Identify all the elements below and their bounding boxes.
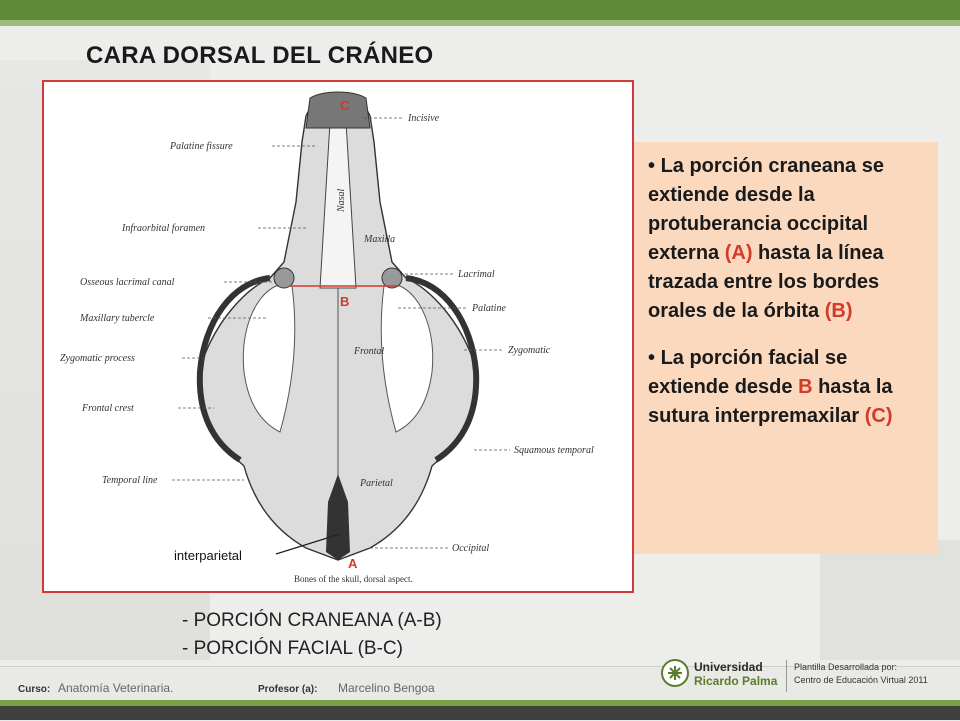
lacrimal-left [274,268,294,288]
label-maxillary-tubercle: Maxillary tubercle [80,313,155,324]
point-b-label: B [340,294,350,309]
label-temporal-line: Temporal line [102,475,158,486]
summary-item-craneana: - PORCIÓN CRANEANA (A-B) [182,610,442,631]
note-item-2-text: La porción facial se extiende desde [648,347,848,398]
label-squamous-temporal: Squamous temporal [514,445,594,456]
summary-list [182,607,442,663]
figure-caption: Bones of the skull, dorsal aspect. [294,574,413,584]
university-name-line2: Ricardo Palma [694,674,778,688]
note-item-1-b: (B) [824,300,853,322]
note-item-2-b: B [798,376,813,398]
point-c-label: C [340,98,350,113]
footer-divider [786,660,787,692]
label-frontal: Frontal [354,346,385,357]
university-logo-icon [660,658,690,688]
summary-item-facial: - PORCIÓN FACIAL (B-C) [182,638,403,659]
interparietal-label: interparietal [174,548,242,563]
plantilla-line2: Centro de Educación Virtual 2011 [794,675,928,685]
label-frontal-crest: Frontal crest [82,403,134,414]
top-brand-bar [0,0,960,20]
background-watermark-right [820,540,960,660]
skull-figure [42,80,634,593]
label-zygomatic: Zygomatic [508,345,551,356]
skull-diagram [44,82,632,591]
label-palatine-fissure: Palatine fissure [170,141,233,152]
profesor-label: Profesor (a): [258,684,318,695]
slide-title: CARA DORSAL DEL CRÁNEO [86,42,434,69]
point-a-label: A [348,556,358,571]
label-infraorbital-foramen: Infraorbital foramen [122,223,206,234]
explanation-box [634,142,938,554]
plantilla-line1: Plantilla Desarrollada por: [794,662,898,672]
curso-value: Anatomía Veterinaria. [58,681,174,695]
label-lacrimal: Lacrimal [458,269,495,280]
label-osseous-lacrimal-canal: Osseous lacrimal canal [80,277,175,288]
label-zygomatic-process: Zygomatic process [60,353,135,364]
label-palatine: Palatine [472,303,506,314]
note-item-1: • La porción craneana se extiende desde la protuberancia occipital externa (A) hasta la línea trazada entre los bordes orales de la órbita (B) [648,155,884,322]
university-name-line1: Universidad [694,660,763,674]
note-item-1-text: La porción craneana se extiende desde la protuberancia occipital externa [648,155,884,264]
note-item-1-a: (A) [724,242,753,264]
note-item-2: • La porción facial se extiende desde B hasta la sutura interpremaxilar (C) [648,347,893,427]
label-parietal: Parietal [360,478,393,489]
note-item-2-mid: hasta la sutura interpremaxilar [648,376,893,427]
lacrimal-right [382,268,402,288]
profesor-value: Marcelino Bengoa [338,681,435,695]
note-item-1-mid: hasta la línea trazada entre los bordes orales de la órbita [648,242,884,322]
label-incisive: Incisive [408,113,440,124]
curso-label: Curso: [18,684,51,695]
note-item-2-c: (C) [864,405,893,427]
label-occipital: Occipital [452,543,490,554]
label-nasal: Nasal [336,188,347,212]
incisive-region [306,92,370,128]
label-maxilla: Maxilla [364,234,396,245]
bottom-bar [0,706,960,720]
